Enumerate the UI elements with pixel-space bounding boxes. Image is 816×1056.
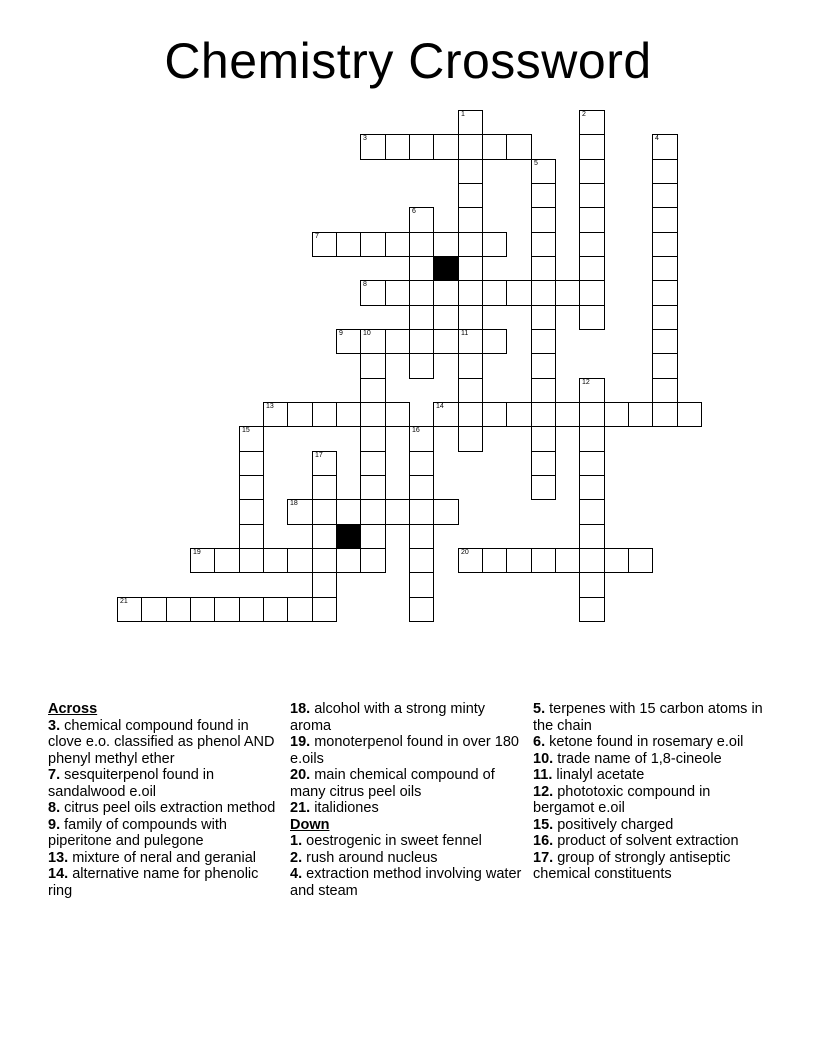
grid-cell[interactable] [531,426,556,452]
cell-number: 18 [290,500,298,507]
grid-cell[interactable] [190,548,215,573]
grid-cell[interactable] [531,451,556,476]
grid-cell[interactable] [652,353,678,379]
grid-cell[interactable] [409,451,434,476]
grid-cell[interactable] [360,353,386,379]
grid-cell[interactable] [239,451,264,476]
grid-cell[interactable] [312,499,337,525]
clue-number: 14 [48,866,65,882]
grid-cell[interactable] [531,256,556,281]
grid-cell[interactable] [579,159,605,184]
grid-cell[interactable] [385,402,410,427]
grid-cell[interactable] [360,232,386,257]
grid-cell[interactable] [409,475,434,500]
cell-number: 6 [412,208,416,215]
grid-cell[interactable] [652,134,678,160]
grid-cell[interactable] [652,183,678,208]
down-clue-15: 15. positively charged [533,816,674,833]
grid-cell[interactable] [579,207,605,233]
grid-cell[interactable] [360,378,386,403]
cell-number: 19 [193,549,201,556]
cell-number: 7 [315,233,319,240]
grid-cell[interactable] [385,134,410,160]
grid-cell[interactable] [239,524,264,549]
grid-cell[interactable] [433,402,459,427]
grid-cell[interactable] [458,207,483,233]
cell-number: 8 [363,281,367,288]
grid-cell[interactable] [336,329,361,354]
grid-cell[interactable] [555,402,580,427]
grid-cell[interactable] [239,597,264,622]
clue-number: 12 [533,783,550,800]
across-clue-19: 19. monoterpenol found in over 180 e.oils [290,734,519,767]
clue-number: 2 [290,849,299,866]
clue-number: 18 [290,701,307,717]
grid-cell[interactable] [433,232,459,257]
grid-cell[interactable] [287,499,313,525]
grid-cell[interactable] [458,548,483,573]
clue-number: 7 [48,767,57,783]
grid-cell[interactable] [579,475,605,500]
grid-cell[interactable] [579,524,605,549]
clue-number: 4 [290,866,299,882]
clue-number: 15 [533,816,550,833]
grid-cell[interactable] [482,280,507,306]
grid-cell[interactable] [531,353,556,379]
grid-cell[interactable] [312,524,337,549]
clue-text: linalyl acetate [556,767,645,783]
grid-cell[interactable] [360,329,386,354]
grid-block-cell [433,256,459,281]
clue-number: 11 [533,767,549,783]
grid-cell[interactable] [385,499,410,525]
cell-number: 17 [315,452,323,459]
grid-cell[interactable] [433,499,459,525]
across-clue-21: 21. italidiones [290,800,379,816]
grid-cell[interactable] [579,305,605,330]
down-clue-12: 12. phototoxic compound in bergamot e.oil [533,783,711,816]
across-clue-14: 14. alternative name for phenolic ring [48,866,259,899]
clue-text: rush around nucleus [306,849,438,866]
grid-cell[interactable] [531,159,556,184]
clue-text: ketone found in rosemary e.oil [549,734,744,750]
clue-number: 1 [290,833,299,849]
grid-cell[interactable] [312,232,337,257]
grid-cell[interactable] [360,548,386,573]
grid-cell[interactable] [287,548,313,573]
grid-cell[interactable] [409,524,434,549]
grid-cell[interactable] [458,232,483,257]
grid-cell[interactable] [531,183,556,208]
clue-text: citrus peel oils extraction method [64,800,276,816]
grid-cell[interactable] [166,597,191,622]
down-clue-11: 11. linalyl acetate [533,767,645,783]
grid-cell[interactable] [409,305,434,330]
grid-cell[interactable] [141,597,167,622]
grid-cell[interactable] [409,426,434,452]
down-heading: Down [290,816,330,833]
down-clue-4: 4. extraction method involving water and steam [290,866,522,899]
grid-cell[interactable] [312,572,337,598]
clue-number: 5 [533,701,542,717]
grid-cell[interactable] [652,402,678,427]
grid-cell[interactable] [652,378,678,403]
grid-cell[interactable] [409,280,434,306]
grid-cell[interactable] [409,499,434,525]
grid-cell[interactable] [531,548,556,573]
grid-cell[interactable] [555,548,580,573]
cell-number: 1 [461,111,465,118]
grid-cell[interactable] [531,305,556,330]
grid-cell[interactable] [677,402,702,427]
down-clue-2: 2. rush around nucleus [290,849,438,866]
grid-cell[interactable] [336,499,361,525]
clue-number: 13 [48,849,65,866]
grid-cell[interactable] [628,548,653,573]
grid-cell[interactable] [458,426,483,452]
down-clue-17: 17. group of strongly antiseptic chemical constituents [533,849,731,882]
grid-cell[interactable] [604,402,629,427]
cell-number: 14 [436,403,444,410]
clues-column-2 [290,701,526,899]
down-clue-1: 1. oestrogenic in sweet fennel [290,833,482,849]
grid-cell[interactable] [360,451,386,476]
grid-cell[interactable] [312,597,337,622]
grid-cell[interactable] [458,256,483,281]
cell-number: 11 [461,330,469,337]
grid-cell[interactable] [531,280,556,306]
clue-text: terpenes with 15 carbon atoms in the chain [533,701,763,734]
grid-cell[interactable] [652,207,678,233]
clue-text: product of solvent extraction [557,833,739,849]
grid-cell[interactable] [506,134,532,160]
across-heading: Across [48,701,98,717]
grid-cell[interactable] [531,475,556,500]
grid-cell[interactable] [239,499,264,525]
grid-cell[interactable] [531,402,556,427]
grid-cell[interactable] [652,280,678,306]
grid-cell[interactable] [433,134,459,160]
clue-number: 20 [290,767,307,783]
clue-text: group of strongly antiseptic chemical constituents [533,849,731,882]
grid-cell[interactable] [652,329,678,354]
grid-cell[interactable] [579,280,605,306]
grid-cell[interactable] [458,329,483,354]
grid-cell[interactable] [409,353,434,379]
cell-number: 5 [534,160,538,167]
grid-cell[interactable] [458,280,483,306]
grid-cell[interactable] [531,378,556,403]
grid-cell[interactable] [652,305,678,330]
grid-cell[interactable] [360,134,386,160]
across-clue-18: 18. alcohol with a strong minty aroma [290,701,486,734]
cell-number: 21 [120,598,128,605]
clue-text: alternative name for phenolic ring [48,866,259,899]
grid-cell[interactable] [458,378,483,403]
grid-cell[interactable] [214,597,240,622]
grid-cell[interactable] [409,134,434,160]
grid-cell[interactable] [531,329,556,354]
grid-cell[interactable] [579,548,605,573]
clue-text: chemical compound found in clove e.o. classified as phenol AND phenyl methyl ether [48,717,275,767]
grid-cell[interactable] [312,475,337,500]
cell-number: 3 [363,135,367,142]
grid-cell[interactable] [531,232,556,257]
grid-cell[interactable] [579,499,605,525]
grid-cell[interactable] [579,232,605,257]
clue-number: 9 [48,816,57,833]
grid-cell[interactable] [312,451,337,476]
grid-cell[interactable] [579,256,605,281]
grid-cell[interactable] [579,110,605,135]
down-clue-6: 6. ketone found in rosemary e.oil [533,734,744,750]
clue-text: alcohol with a strong minty aroma [290,701,486,734]
cell-number: 2 [582,111,586,118]
grid-cell[interactable] [287,402,313,427]
grid-cell[interactable] [458,305,483,330]
across-clue-9: 9. family of compounds with piperitone and pulegone [48,816,227,849]
grid-cell[interactable] [409,207,434,233]
grid-cell[interactable] [579,134,605,160]
grid-cell[interactable] [360,280,386,306]
grid-cell[interactable] [117,597,142,622]
grid-cell[interactable] [433,329,459,354]
clue-number: 10 [533,750,550,767]
grid-cell[interactable] [628,402,653,427]
across-clue-20: 20. main chemical compound of many citrus peel oils [290,767,495,800]
grid-cell[interactable] [239,426,264,452]
down-clue-10: 10. trade name of 1,8-cineole [533,750,722,767]
grid-cell[interactable] [458,183,483,208]
grid-cell[interactable] [239,475,264,500]
cell-number: 13 [266,403,274,410]
grid-cell[interactable] [458,159,483,184]
clue-number: 21 [290,800,307,816]
clues-column-1 [48,701,284,899]
grid-cell[interactable] [409,232,434,257]
grid-cell[interactable] [579,402,605,427]
cell-number: 16 [412,427,420,434]
grid-cell[interactable] [652,256,678,281]
grid-cell[interactable] [239,548,264,573]
grid-cell[interactable] [555,280,580,306]
grid-cell[interactable] [385,329,410,354]
grid-cell[interactable] [360,524,386,549]
grid-cell[interactable] [579,378,605,403]
grid-cell[interactable] [360,499,386,525]
grid-cell[interactable] [482,232,507,257]
clue-text: trade name of 1,8-cineole [557,750,722,767]
grid-cell[interactable] [458,402,483,427]
clue-text: positively charged [557,816,674,833]
grid-cell[interactable] [604,548,629,573]
cell-number: 4 [655,135,659,142]
clue-text: extraction method involving water and steam [290,866,522,899]
page-title: Chemistry Crossword [164,33,652,89]
grid-cell[interactable] [579,597,605,622]
grid-cell[interactable] [385,280,410,306]
grid-cell[interactable] [190,597,215,622]
clue-number: 19 [290,734,307,750]
grid-cell[interactable] [409,572,434,598]
grid-cell[interactable] [263,402,288,427]
grid-cell[interactable] [409,597,434,622]
grid-cell[interactable] [458,353,483,379]
clue-text: sesquiterpenol found in sandalwood e.oil [48,767,215,800]
across-clue-8: 8. citrus peel oils extraction method [48,800,276,816]
grid-cell[interactable] [263,597,288,622]
grid-cell[interactable] [336,548,361,573]
clue-number: 3 [48,717,57,734]
cell-number: 12 [582,379,590,386]
grid-cell[interactable] [287,597,313,622]
across-clue-3: 3. chemical compound found in clove e.o. classified as phenol AND phenyl methyl ether [48,717,275,767]
clues-column-3 [533,701,769,883]
clue-text: mixture of neral and geranial [72,849,256,866]
grid-cell[interactable] [360,402,386,427]
grid-cell[interactable] [214,548,240,573]
grid-cell[interactable] [433,280,459,306]
cell-number: 15 [242,427,250,434]
grid-cell[interactable] [579,426,605,452]
grid-cell[interactable] [458,110,483,135]
grid-cell[interactable] [652,232,678,257]
grid-cell[interactable] [360,475,386,500]
cell-number: 9 [339,330,343,337]
grid-block-cell [336,524,361,549]
grid-cell[interactable] [409,256,434,281]
cell-number: 10 [363,330,371,337]
down-clue-5: 5. terpenes with 15 carbon atoms in the chain [533,701,763,734]
cell-number: 20 [461,549,469,556]
grid-cell[interactable] [263,548,288,573]
grid-cell[interactable] [482,402,507,427]
grid-cell[interactable] [409,548,434,573]
grid-cell[interactable] [360,426,386,452]
grid-cell[interactable] [482,134,507,160]
clue-text: oestrogenic in sweet fennel [306,833,482,849]
grid-cell[interactable] [579,183,605,208]
grid-cell[interactable] [652,159,678,184]
clue-number: 16 [533,833,550,849]
grid-cell[interactable] [336,402,361,427]
down-clue-16: 16. product of solvent extraction [533,833,739,849]
clue-text: main chemical compound of many citrus peel oils [290,767,495,800]
grid-cell[interactable] [506,280,532,306]
grid-cell[interactable] [336,232,361,257]
clue-number: 17 [533,849,550,866]
clue-number: 8 [48,800,57,816]
grid-cell[interactable] [506,548,532,573]
clue-text: italidiones [314,800,379,816]
across-clue-7: 7. sesquiterpenol found in sandalwood e.oil [48,767,215,800]
clue-text: monoterpenol found in over 180 e.oils [290,734,519,767]
grid-cell[interactable] [482,548,507,573]
across-clue-13: 13. mixture of neral and geranial [48,849,256,866]
grid-cell[interactable] [312,402,337,427]
grid-cell[interactable] [385,232,410,257]
grid-cell[interactable] [531,207,556,233]
clue-text: family of compounds with piperitone and pulegone [48,816,227,849]
grid-cell[interactable] [506,402,532,427]
grid-cell[interactable] [409,329,434,354]
grid-cell[interactable] [458,134,483,160]
clue-text: phototoxic compound in bergamot e.oil [533,783,711,816]
clue-number: 6 [533,734,542,750]
grid-cell[interactable] [482,329,507,354]
grid-cell[interactable] [579,451,605,476]
grid-cell[interactable] [579,572,605,598]
grid-cell[interactable] [312,548,337,573]
